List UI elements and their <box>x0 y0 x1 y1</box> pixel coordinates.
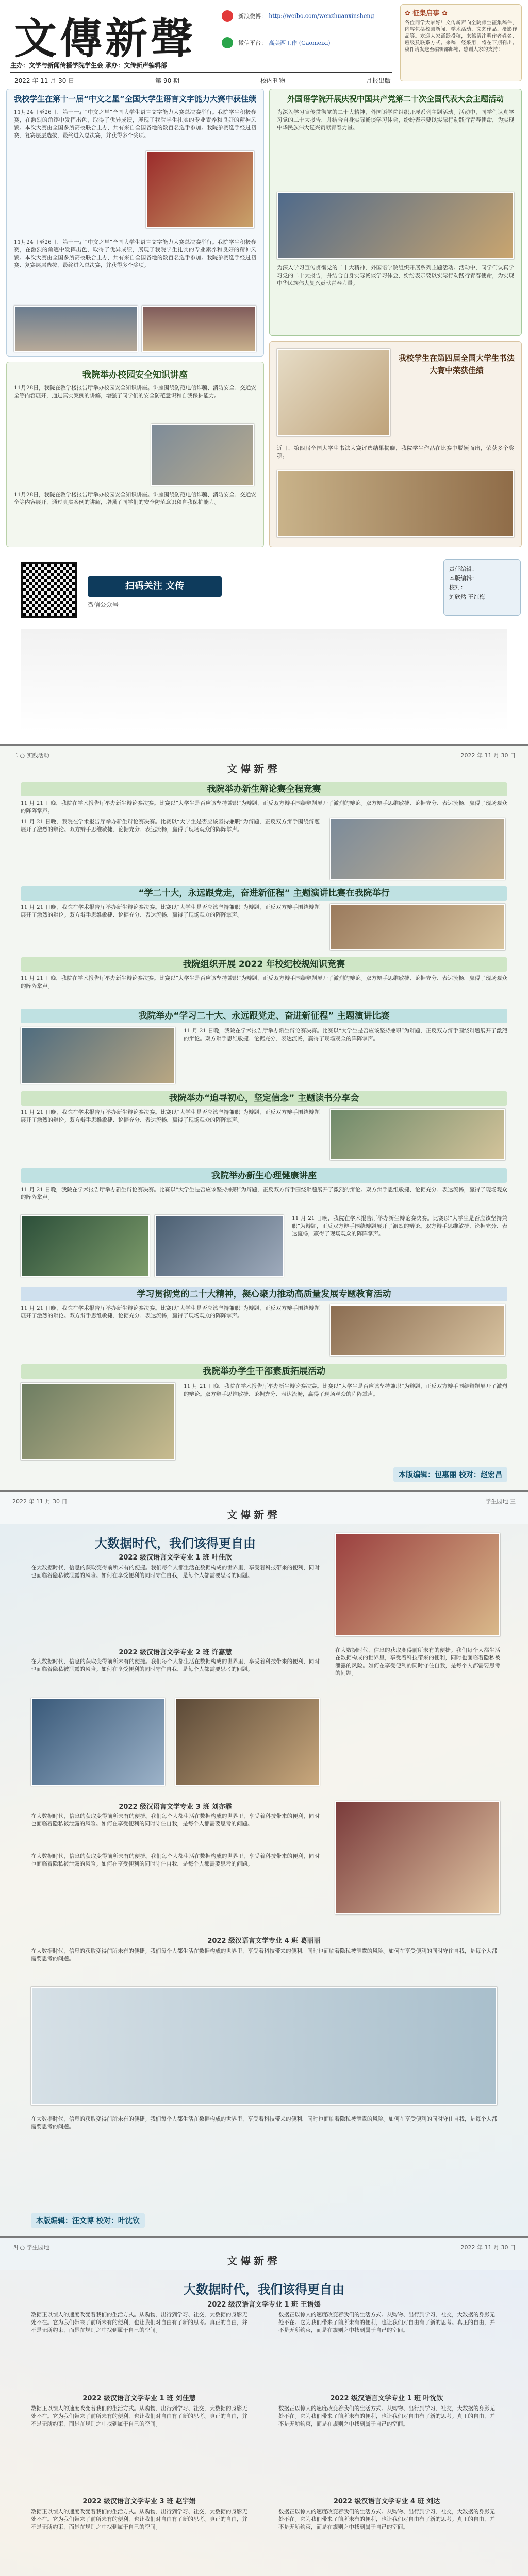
p2-headline-8: 我院举办学生干部素质拓展活动 <box>21 1364 507 1379</box>
story-1: 我校学生在第十一届“中文之星”全国大学生语言文字能力大赛中获佳绩 11月24日至26日，第十一届“中文之星”全国大学生语言文字能力大赛总决赛举行。我院学生积极参赛，在激烈的角逐中发挥出色，取得了优异成绩，展现了我院学生扎实的专业素养和良好的精神风貌。本次大赛由全国多所高校联合主办，共有来自全国各地的数百名选手参加。我院参赛选手经过初赛、复赛层层选拔，最终进入总决赛，并获得多个奖项。 11月24日至26日，第十一届“中文之星”全国大学生语言文字能力大赛总决赛举行。我院学生积极参赛，在激烈的角逐中发挥出色，取得了优异成绩，展现了我院学生扎实的专业素养和良好的精神风貌。本次大赛由全国多所高校联合主办，共有来自全国各地的数百名选手参加。我院参赛选手经过初赛、复赛层层选拔，最终进入总决赛，并获得多个奖项。 <box>6 89 264 357</box>
p2-headline-6: 我院举办新生心理健康讲座 <box>21 1168 507 1183</box>
p2-photo-5 <box>21 1215 150 1277</box>
story-3-title: 外国语学院开展庆祝中国共产党第二十次全国代表大会主题活动 <box>287 94 504 104</box>
qr-code[interactable] <box>21 562 77 618</box>
page-3: 2022 年 11 月 30 日 学生园地 三 文傳新聲 大数据时代，我们该得更自由 2022 级汉语言文学专业 1 班 叶佳欣 在大数据时代，信息的获取变得前所未有的便捷。我们每个人都生活在数据构成的世界里，享受着科技带来的便利，同时也面临着隐私被泄露的风险。如何在享受便利的同时守住自我，是每个人都需要思考的问题。 2022 级汉语言文学专业 2 班 许嘉慧 在大数据时代，信息的获取变得前所未有的便捷。我们每个人都生活在数据构成的世界里，享受着科技带来的便利，同时也面临着隐私被泄露的风险。如何在享受便利的同时守住自我，是每个人都需要思考的问题。 在大数据时代，信息的获取变得前所未有的便捷。我们每个人都生活在数据构成的世界里，享受着科技带来的便利，同时也面临着隐私被泄露的风险。如何在享受便利的同时守住自我，是每个人都需要思考的问题。 2022 级汉语言文学专业 3 班 刘亦霏 在大数据时代，信息的获取变得前所未有的便捷。我们每个人都生活在数据构成的世界里，享受着科技带来的便利，同时也面临着隐私被泄露的风险。如何在享受便利的同时守住自我，是每个人都需要思考的问题。 在大数据时代，信息的获取变得前所未有的便捷。我们每个人都生活在数据构成的世界里，享受着科技带来的便利，同时也面临着隐私被泄露的风险。如何在享受便利的同时守住自我，是每个人都需要思考的问题。 2022 级汉语言文学专业 4 班 葛丽丽 在大数据时代，信息的获取变得前所未有的便捷。我们每个人都生活在数据构成的世界里，享受着科技带来的便利，同时也面临着隐私被泄露的风险。如何在享受便利的同时守住自我，是每个人都需要思考的问题。 在大数据时代，信息的获取变得前所未有的便捷。我们每个人都生活在数据构成的世界里，享受着科技带来的便利，同时也面临着隐私被泄露的风险。如何在享受便利的同时守住自我，是每个人都需要思考的问题。 本版编辑：汪文博 校对：叶沈钦 <box>0 1492 528 2236</box>
page-1: 文傳新聲 新浪微博： http://weibo.com/wenzhuanxinsheng 微信平台： 高美西工作 (Gaomeixi) ✿ 征集启事 ✿ 各位同学大家好！文传新声向全院师生征集稿件，内容包括校园新闻、学术活动、文艺作品、摄影作品等。欢迎大家踊跃投稿，来稿请注明作者姓名、班级及联系方式。来稿一经采用，将在下期刊出。稿件请发送至编辑部邮箱，感谢大家的支持！ 主办：文学与新闻传播学院学生会 承办：文传新声编辑部 2022 年 11 月 30 日 第 90 期 校内刊物 月报出版 我校学生在第十一届“中文之星”全国大学生语言文字能力大赛中获佳绩 11月24日至26日，第十一届“中文之星”全国大学生语言文字能力大赛总决赛举行。我院学生积极参赛，在激烈的角逐中发挥出色，取得了优异成绩，展现了我院学生扎实的专业素养和良好的精神风貌。本次大赛由全国多所高校联合主办，共有来自全国各地的数百名选手参加。我院参赛选手经过初赛、复赛层层选拔，最终进入总决赛，并获得多个奖项。 11月24日至26日，第十一届“中文之星”全国大学生语言文字能力大赛总决赛举行。我院学生积极参赛，在激烈的角逐中发挥出色，取得了优异成绩，展现了我院学生扎实的专业素养和良好的精神风貌。本次大赛由全国多所高校联合主办，共有来自全国各地的数百名选手参加。我院参赛选手经过初赛、复赛层层选拔，最终进入总决赛，并获得多个奖项。 外国语学院开展庆祝中国共产党第二十次全国代表大会主题活动 为深入学习宣传贯彻党的二十大精神，外国语学院组织开展系列主题活动。活动中，同学们认真学习党的二十大报告，并结合自身实际畅谈学习体会，纷纷表示要以实际行动践行青春使命，为实现中华民族伟大复兴贡献青春力量。 为深入学习宣传贯彻党的二十大精神，外国语学院组织开展系列主题活动。活动中，同学们认真学习党的二十大报告，并结合自身实际畅谈学习体会，纷纷表示要以实际行动践行青春使命，为实现中华民族伟大复兴贡献青春力量。 我院举办校园安全知识讲座 11月28日，我院在教学楼报告厅举办校园安全知识讲座。讲座围绕防范电信诈骗、消防安全、交通安全等内容展开，通过真实案例的讲解，增强了同学们的安全防范意识和自我保护能力。 11月28日，我院在教学楼报告厅举办校园安全知识讲座。讲座围绕防范电信诈骗、消防安全、交通安全等内容展开，通过真实案例的讲解，增强了同学们的安全防范意识和自我保护能力。 我校学生在第四届全国大学生书法大赛中荣获佳绩 近日，第四届全国大学生书法大赛评选结果揭晓，我院学生作品在比赛中脱颖而出，荣获多个奖项。 扫码关注 文传 微信公众号 责任编辑： 本版编辑： 校对： 刘欣然 王红梅 <box>0 0 528 744</box>
weibo-row: 新浪微博： http://weibo.com/wenzhuanxinsheng <box>222 10 392 31</box>
issue-info: 2022 年 11 月 30 日 第 90 期 校内刊物 月报出版 <box>14 77 391 84</box>
p2-photo-3 <box>21 1027 175 1084</box>
p4-headline: 大数据时代，我们该得更自由 <box>184 2282 344 2297</box>
p3-credit: 本版编辑：汪文博 校对：叶沈钦 <box>31 2213 145 2228</box>
p3-photo-5 <box>31 1987 497 2105</box>
p3-photo-4 <box>335 1801 500 1914</box>
story-3: 外国语学院开展庆祝中国共产党第二十次全国代表大会主题活动 为深入学习宣传贯彻党的二十大精神，外国语学院组织开展系列主题活动。活动中，同学们认真学习党的二十大报告，并结合自身实际畅谈学习体会，纷纷表示要以实际行动践行青春使命，为实现中华民族伟大复兴贡献青春力量。 为深入学习宣传贯彻党的二十大精神，外国语学院组织开展系列主题活动。活动中，同学们认真学习党的二十大报告，并结合自身实际畅谈学习体会，纷纷表示要以实际行动践行青春使命，为实现中华民族伟大复兴贡献青春力量。 <box>269 89 522 336</box>
p3-photo-1 <box>335 1533 500 1636</box>
page1-blank <box>21 629 507 732</box>
story-2: 我院举办校园安全知识讲座 11月28日，我院在教学楼报告厅举办校园安全知识讲座。讲座围绕防范电信诈骗、消防安全、交通安全等内容展开，通过真实案例的讲解，增强了同学们的安全防范意识和自我保护能力。 11月28日，我院在教学楼报告厅举办校园安全知识讲座。讲座围绕防范电信诈骗、消防安全、交通安全等内容展开，通过真实案例的讲解，增强了同学们的安全防范意识和自我保护能力。 <box>6 362 264 547</box>
p3-photo-3 <box>175 1698 320 1786</box>
call-for-papers-box: ✿ 征集启事 ✿ 各位同学大家好！文传新声向全院师生征集稿件，内容包括校园新闻、学术活动、文艺作品、摄影作品等。欢迎大家踊跃投稿，来稿请注明作者姓名、班级及联系方式。来稿一经采用，将在下期刊出。稿件请发送至编辑部邮箱，感谢大家的支持！ <box>400 4 522 81</box>
header-rule <box>10 72 392 73</box>
story-4: 我校学生在第四届全国大学生书法大赛中荣获佳绩 近日，第四届全国大学生书法大赛评选结果揭晓，我院学生作品在比赛中脱颖而出，荣获多个奖项。 <box>269 341 522 547</box>
follow-banner: 扫码关注 文传 <box>88 576 222 597</box>
masthead-slogan: 主办：文学与新闻传播学院学生会 承办：文传新声编辑部 <box>10 62 168 69</box>
p2-headline-7: 学习贯彻党的二十大精神，凝心聚力推动高质量发展专题教育活动 <box>21 1287 507 1301</box>
page-3-masthead: 文傳新聲 <box>227 1509 280 1521</box>
story-1-photo-2 <box>14 306 138 352</box>
page-4-masthead: 文傳新聲 <box>227 2255 280 2267</box>
p2-credit: 本版编辑：包惠丽 校对：赵宏昌 <box>393 1467 507 1482</box>
calligraphy-photo <box>277 349 390 436</box>
wechat-row: 微信平台： 高美西工作 (Gaomeixi) <box>222 37 392 58</box>
p3-headline: 大数据时代，我们该得更自由 <box>95 1536 256 1551</box>
page-2: 二 ○ 实践活动 2022 年 11 月 30 日 文傳新聲 我院举办新生辩论赛全程竞赛 11 月 21 日晚，我院在学术报告厅举办新生辩论赛决赛。比赛以“大学生是否应该坚持兼职”为辩题，正反双方辩手围绕辩题展开了激烈的辩论。双方辩手思维敏捷、论据充分、表达流畅，赢得了现场观众的阵阵掌声。 11 月 21 日晚，我院在学术报告厅举办新生辩论赛决赛。比赛以“大学生是否应该坚持兼职”为辩题，正反双方辩手围绕辩题展开了激烈的辩论。双方辩手思维敏捷、论据充分、表达流畅，赢得了现场观众的阵阵掌声。 “学二十大，永远跟党走，奋进新征程” 主题演讲比赛在我院举行 11 月 21 日晚，我院在学术报告厅举办新生辩论赛决赛。比赛以“大学生是否应该坚持兼职”为辩题，正反双方辩手围绕辩题展开了激烈的辩论。双方辩手思维敏捷、论据充分、表达流畅，赢得了现场观众的阵阵掌声。 我院组织开展 2022 年校纪校规知识竞赛 11 月 21 日晚，我院在学术报告厅举办新生辩论赛决赛。比赛以“大学生是否应该坚持兼职”为辩题，正反双方辩手围绕辩题展开了激烈的辩论。双方辩手思维敏捷、论据充分、表达流畅，赢得了现场观众的阵阵掌声。 我院举办“学习二十大、永远跟党走、奋进新征程” 主题演讲比赛 11 月 21 日晚，我院在学术报告厅举办新生辩论赛决赛。比赛以“大学生是否应该坚持兼职”为辩题，正反双方辩手围绕辩题展开了激烈的辩论。双方辩手思维敏捷、论据充分、表达流畅，赢得了现场观众的阵阵掌声。 我院举办“追寻初心，坚定信念” 主题读书分享会 11 月 21 日晚，我院在学术报告厅举办新生辩论赛决赛。比赛以“大学生是否应该坚持兼职”为辩题，正反双方辩手围绕辩题展开了激烈的辩论。双方辩手思维敏捷、论据充分、表达流畅，赢得了现场观众的阵阵掌声。 我院举办新生心理健康讲座 11 月 21 日晚，我院在学术报告厅举办新生辩论赛决赛。比赛以“大学生是否应该坚持兼职”为辩题，正反双方辩手围绕辩题展开了激烈的辩论。双方辩手思维敏捷、论据充分、表达流畅，赢得了现场观众的阵阵掌声。 11 月 21 日晚，我院在学术报告厅举办新生辩论赛决赛。比赛以“大学生是否应该坚持兼职”为辩题，正反双方辩手围绕辩题展开了激烈的辩论。双方辩手思维敏捷、论据充分、表达流畅，赢得了现场观众的阵阵掌声。 学习贯彻党的二十大精神，凝心聚力推动高质量发展专题教育活动 11 月 21 日晚，我院在学术报告厅举办新生辩论赛决赛。比赛以“大学生是否应该坚持兼职”为辩题，正反双方辩手围绕辩题展开了激烈的辩论。双方辩手思维敏捷、论据充分、表达流畅，赢得了现场观众的阵阵掌声。 我院举办学生干部素质拓展活动 11 月 21 日晚，我院在学术报告厅举办新生辩论赛决赛。比赛以“大学生是否应该坚持兼职”为辩题，正反双方辩手围绕辩题展开了激烈的辩论。双方辩手思维敏捷、论据充分、表达流畅，赢得了现场观众的阵阵掌声。 本版编辑：包惠丽 校对：赵宏昌 <box>0 746 528 1490</box>
story-2-photo <box>151 424 254 486</box>
story-2-title: 我院举办校园安全知识讲座 <box>82 370 188 380</box>
story-1-title: 我校学生在第十一届“中文之星”全国大学生语言文字能力大赛中获佳绩 <box>14 94 256 104</box>
p2-photo-6 <box>155 1215 284 1277</box>
story-1-photo-3 <box>142 306 256 352</box>
p2-headline-5: 我院举办“追寻初心，坚定信念” 主题读书分享会 <box>21 1091 507 1106</box>
p2-photo-4 <box>330 1109 505 1160</box>
p2-photo-8 <box>21 1383 175 1460</box>
wechat-link[interactable]: 高美西工作 (Gaomeixi) <box>269 40 331 46</box>
story-3-photo <box>277 192 514 259</box>
p2-headline-3: 我院组织开展 2022 年校纪校规知识竞赛 <box>21 957 507 972</box>
p2-photo-2 <box>330 904 505 950</box>
weibo-link[interactable]: http://weibo.com/wenzhuanxinsheng <box>269 12 374 20</box>
page-4: 四 ○ 学生园地 2022 年 11 月 30 日 文傳新聲 大数据时代，我们该得更自由 2022 级汉语言文学专业 1 班 王语嫣 数据正以惊人的速度改变着我们的生活方式。从购物、出行到学习、社交，大数据的身影无处不在。它为我们带来了前所未有的便利，也让我们对自由有了新的思考。真正的自由，并不是无所约束，而是在规则之中找到属于自己的空间。 数据正以惊人的速度改变着我们的生活方式。从购物、出行到学习、社交，大数据的身影无处不在。它为我们带来了前所未有的便利，也让我们对自由有了新的思考。真正的自由，并不是无所约束，而是在规则之中找到属于自己的空间。 2022 级汉语言文学专业 1 班 刘佳慧 数据正以惊人的速度改变着我们的生活方式。从购物、出行到学习、社交，大数据的身影无处不在。它为我们带来了前所未有的便利，也让我们对自由有了新的思考。真正的自由，并不是无所约束，而是在规则之中找到属于自己的空间。 2022 级汉语言文学专业 1 班 叶沈钦 数据正以惊人的速度改变着我们的生活方式。从购物、出行到学习、社交，大数据的身影无处不在。它为我们带来了前所未有的便利，也让我们对自由有了新的思考。真正的自由，并不是无所约束，而是在规则之中找到属于自己的空间。 2022 级汉语言文学专业 3 班 赵宇娟 数据正以惊人的速度改变着我们的生活方式。从购物、出行到学习、社交，大数据的身影无处不在。它为我们带来了前所未有的便利，也让我们对自由有了新的思考。真正的自由，并不是无所约束，而是在规则之中找到属于自己的空间。 2022 级汉语言文学专业 4 班 刘达 数据正以惊人的速度改变着我们的生活方式。从购物、出行到学习、社交，大数据的身影无处不在。它为我们带来了前所未有的便利，也让我们对自由有了新的思考。真正的自由，并不是无所约束，而是在规则之中找到属于自己的空间。 <box>0 2238 528 2576</box>
p2-headline-2: “学二十大，永远跟党走，奋进新征程” 主题演讲比赛在我院举行 <box>21 886 507 901</box>
p3-photo-2 <box>31 1698 165 1786</box>
p2-photo-1 <box>330 818 505 880</box>
weibo-icon <box>222 10 233 22</box>
p2-photo-7 <box>330 1304 505 1356</box>
page-2-masthead: 文傳新聲 <box>227 762 280 775</box>
editor-box: 责任编辑： 本版编辑： 校对： 刘欣然 王红梅 <box>443 559 521 616</box>
story-4-photo <box>277 470 514 537</box>
wechat-icon <box>222 37 233 48</box>
p2-headline-1: 我院举办新生辩论赛全程竞赛 <box>21 782 507 796</box>
story-4-title: 我校学生在第四届全国大学生书法大赛中荣获佳绩 <box>399 353 515 375</box>
story-1-photo <box>146 151 254 228</box>
masthead-title: 文傳新聲 <box>14 14 196 63</box>
p2-headline-4: 我院举办“学习二十大、永远跟党走、奋进新征程” 主题演讲比赛 <box>21 1009 507 1023</box>
